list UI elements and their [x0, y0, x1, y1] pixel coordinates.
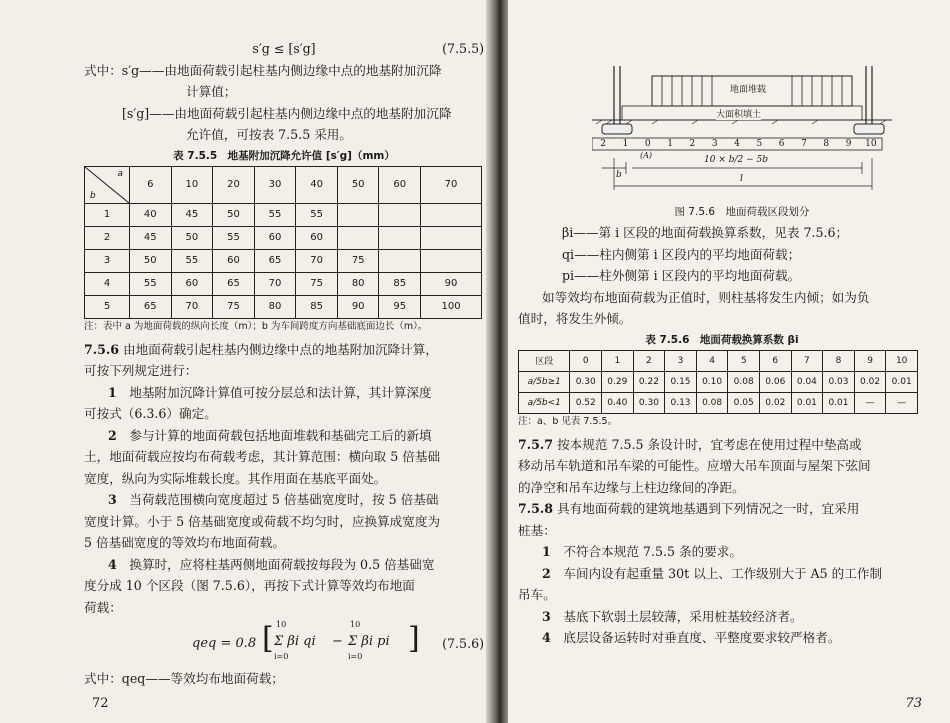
section-7-5-8 — [518, 498, 926, 520]
table-header-cell: 5 — [728, 350, 760, 371]
table-cell: 50 — [171, 226, 213, 249]
table-header-cell: 8 — [823, 350, 855, 371]
table-cell: 0.10 — [696, 371, 728, 392]
table-header-cell: 40 — [296, 166, 338, 203]
eq-number: (7.5.6) — [442, 636, 484, 651]
table-header-cell: 70 — [421, 166, 482, 203]
figure-label-load: 地面堆载 — [730, 82, 766, 95]
zone-label: 4 — [734, 139, 740, 149]
sum-upper: 10 — [350, 620, 361, 629]
section-text: 移动吊车轨道和吊车梁的可能性。应增大吊车顶面与屋架下弦间 — [518, 458, 871, 473]
table-cell: 95 — [379, 295, 421, 318]
table-7-5-5 — [84, 166, 482, 319]
table-cell: 60 — [296, 226, 338, 249]
item-text: 基底下软弱土层较薄，采用桩基较经济者。 — [563, 608, 803, 624]
zone-label: 2 — [689, 139, 696, 149]
item-text: 车间内设有起重量 30t 以上、工作级别大于 A5 的工作制 — [563, 565, 883, 581]
item-number: 1 — [108, 384, 117, 400]
row-label: 5 — [85, 295, 130, 318]
bracket-close-icon: ] — [408, 621, 420, 656]
item-text: 吊车。 — [518, 587, 556, 602]
table-cell: 55 — [254, 203, 296, 226]
def-line: 允许值，可按表 7.5.5 采用。 — [186, 127, 352, 142]
table-cell: 65 — [130, 295, 172, 318]
section-number: 7.5.6 — [84, 341, 120, 357]
table-header-cell: 6 — [130, 166, 172, 203]
table-cell: 0.40 — [602, 392, 634, 413]
table-7-5-5-caption: 表 7.5.5 地基附加沉降允许值 [s′g]（mm） — [173, 149, 395, 162]
table-cell: 60 — [213, 249, 255, 272]
def-line: 式中：qeq——等效均布地面荷载； — [84, 671, 284, 686]
table-cell: 50 — [213, 203, 255, 226]
def-line: [s′g]——由地面荷载引起柱基内侧边缘中点的地基附加沉降 — [122, 105, 452, 121]
table-cell: 90 — [421, 272, 482, 295]
table-cell: 45 — [130, 226, 172, 249]
item-text: 当荷载范围横向宽度超过 5 倍基础宽度时，按 5 倍基础 — [129, 492, 439, 507]
corner-label-b: b — [90, 190, 96, 201]
table-cell — [379, 226, 421, 249]
table-cell: 85 — [379, 272, 421, 295]
table-cell: 0.29 — [602, 371, 634, 392]
table-cell: 0.08 — [696, 392, 728, 413]
def-line: βi——第 i 区段的地面荷载换算系数，见表 7.5.6； — [562, 225, 849, 240]
paragraph: 如等效均布地面荷载为正值时，则柱基将发生内倾；如为负 — [542, 289, 870, 305]
table-cell: — — [886, 392, 918, 413]
table-header-row — [519, 350, 918, 371]
section-number: 7.5.8 — [518, 501, 554, 516]
item-text: 不符合本规范 7.5.5 条的要求。 — [563, 544, 742, 559]
table-cell — [379, 249, 421, 272]
def-line: qi——柱内侧第 i 区段内的平均地面荷载； — [562, 246, 801, 262]
table-cell — [379, 203, 421, 226]
table-cell: 0.08 — [728, 371, 760, 392]
table-cell: 0.13 — [665, 392, 697, 413]
table-cell: 45 — [171, 203, 213, 226]
table-row — [85, 249, 482, 272]
eq-minus: − — [332, 634, 343, 649]
table-cell: 65 — [254, 249, 296, 272]
table-7-5-6-caption: 表 7.5.6 地面荷载换算系数 βi — [645, 333, 799, 346]
row-label: a/5b<1 — [519, 392, 570, 413]
sum-lower: i=0 — [274, 652, 289, 661]
row-label: 3 — [85, 249, 130, 272]
table-cell — [421, 249, 482, 272]
section-7-5-6 — [84, 339, 484, 361]
table-row — [85, 226, 482, 249]
list-item — [84, 382, 484, 404]
table-cell: 100 — [421, 295, 482, 318]
table-cell: 55 — [171, 249, 213, 272]
section-number: 7.5.7 — [518, 436, 554, 452]
table-cell: 0.02 — [854, 371, 886, 392]
table-cell: 0.15 — [665, 371, 697, 392]
table-row — [85, 203, 482, 226]
table-cell: 70 — [296, 249, 338, 272]
def-line: 计算值； — [186, 84, 237, 99]
sum-upper: 10 — [276, 620, 287, 629]
zone-label: 6 — [778, 139, 785, 149]
equation-7-5-5 — [84, 38, 484, 60]
figure-label-l: l — [740, 174, 743, 184]
table-header-cell: 4 — [696, 350, 728, 371]
item-number: 4 — [542, 630, 551, 645]
equation-7-5-6 — [84, 620, 484, 668]
table-header-cell: 区段 — [519, 350, 570, 371]
def-line: 式中：s′g——由地面荷载引起柱基内侧边缘中点的地基附加沉降 — [84, 62, 442, 78]
table-header-cell: 50 — [337, 166, 379, 203]
item-text: 地基附加沉降计算值可按分层总和法计算，其计算深度 — [129, 384, 432, 400]
table-cell: 40 — [130, 203, 172, 226]
table-cell: 80 — [254, 295, 296, 318]
table-cell: 65 — [213, 272, 255, 295]
item-text: 可按式（6.3.6）确定。 — [84, 406, 217, 421]
table-cell: — — [854, 392, 886, 413]
section-text: 的净空和吊车边缘与上柱边缘间的净距。 — [518, 479, 745, 495]
zone-label: 8 — [823, 139, 830, 149]
sum-lower: i=0 — [348, 652, 363, 661]
eq-formula: s′g ≤ [s′g] — [252, 41, 316, 56]
table-row — [85, 272, 482, 295]
table-header-cell: 60 — [379, 166, 421, 203]
section-text: 桩基： — [518, 522, 556, 538]
item-text: 荷载： — [84, 599, 122, 615]
table-cell: 0.01 — [823, 392, 855, 413]
figure-label-fill: 大面积填土 — [716, 107, 761, 120]
table-cell: 75 — [296, 272, 338, 295]
zone-label: 3 — [711, 139, 718, 149]
corner-label-a: a — [117, 168, 123, 179]
right-page — [508, 0, 950, 723]
section-text: 可按下列规定进行： — [84, 363, 198, 378]
item-text: 宽度计算。小于 5 倍基础宽度或荷载不均匀时，应换算成宽度为 — [84, 513, 441, 529]
table-header-cell: 2 — [633, 350, 665, 371]
zone-label: 5 — [756, 139, 763, 149]
table-cell: 55 — [130, 272, 172, 295]
section-text: 由地面荷载引起柱基内侧边缘中点的地基附加沉降计算， — [123, 341, 438, 357]
list-item — [84, 554, 484, 576]
row-label: 4 — [85, 272, 130, 295]
table-header-cell: 1 — [602, 350, 634, 371]
table-header-cell: 20 — [213, 166, 255, 203]
table-cell: 90 — [337, 295, 379, 318]
table-row — [85, 295, 482, 318]
table-cell: 0.01 — [791, 392, 823, 413]
section-text: 具有地面荷载的建筑地基遇到下列情况之一时，宜采用 — [557, 501, 860, 516]
table-cell: 70 — [254, 272, 296, 295]
figure-label-a: (A) — [640, 151, 653, 160]
table-cell — [337, 203, 379, 226]
table-cell: 60 — [254, 226, 296, 249]
item-number: 2 — [108, 427, 117, 443]
paragraph: 值时，将发生外倾。 — [518, 311, 632, 326]
table-cell: 50 — [130, 249, 172, 272]
def-line: pi——柱外侧第 i 区段内的平均地面荷载。 — [562, 268, 801, 283]
table-cell: 0.03 — [823, 371, 855, 392]
table-header-cell: 9 — [854, 350, 886, 371]
table-cell: 0.05 — [728, 392, 760, 413]
table-cell: 75 — [337, 249, 379, 272]
item-text: 土，地面荷载应按均布荷载考虑，其计算范围：横向取 5 倍基础 — [84, 449, 441, 464]
item-number: 4 — [108, 556, 117, 572]
table-cell: 75 — [213, 295, 255, 318]
item-number: 1 — [542, 544, 551, 559]
figure-label-span: 10 × b/2 − 5b — [704, 155, 768, 165]
item-number: 3 — [108, 492, 117, 507]
list-item — [518, 627, 926, 649]
page-number: 73 — [905, 696, 922, 711]
table-header-cell: 3 — [665, 350, 697, 371]
page-number: 72 — [92, 696, 109, 711]
table-header-cell: 10 — [886, 350, 918, 371]
section-7-5-7 — [518, 434, 926, 456]
table-cell — [337, 226, 379, 249]
table-corner-cell — [85, 166, 130, 203]
item-text: 换算时，应将柱基两侧地面荷载按每段为 0.5 倍基础宽 — [129, 556, 435, 572]
table-cell: 85 — [296, 295, 338, 318]
eq-left: qeq = 0.8 — [192, 636, 257, 651]
table-cell: 70 — [171, 295, 213, 318]
figure-7-5-6 — [592, 62, 926, 222]
item-text: 度分成 10 个区段（图 7.5.6），再按下式计算等效均布地面 — [84, 578, 415, 593]
table-row — [519, 392, 918, 413]
table-cell: 0.22 — [633, 371, 665, 392]
table-cell: 0.04 — [791, 371, 823, 392]
table-cell — [421, 203, 482, 226]
figure-zone-strip — [592, 138, 882, 150]
item-text: 底层设备运转时对垂直度、平整度要求较严格者。 — [563, 630, 841, 645]
table-cell: 80 — [337, 272, 379, 295]
item-text: 5 倍基础宽度的等效均布地面荷载。 — [84, 535, 285, 550]
table-cell: 55 — [296, 203, 338, 226]
table-7-5-5-note: 注：表中 a 为地面荷载的纵向长度（m）；b 为车间跨度方向基础底面边长（m）。 — [84, 320, 428, 332]
bracket-open-icon: [ — [262, 621, 274, 656]
row-label: 2 — [85, 226, 130, 249]
table-7-5-6 — [518, 350, 918, 414]
list-item — [518, 563, 926, 585]
zone-label: 1 — [667, 139, 673, 149]
list-item — [84, 425, 484, 447]
table-cell: 0.30 — [633, 392, 665, 413]
eq-number: (7.5.5) — [442, 41, 484, 56]
table-row — [519, 371, 918, 392]
zone-label: 9 — [845, 139, 852, 149]
list-item — [84, 489, 484, 511]
table-cell — [421, 226, 482, 249]
item-text: 参与计算的地面荷载包括地面堆载和基础完工后的新填 — [129, 427, 432, 443]
zone-label: 2 — [600, 139, 607, 149]
zone-label: 1 — [622, 139, 629, 149]
section-text: 按本规范 7.5.5 条设计时，宜考虑在使用过程中垫高或 — [557, 436, 862, 452]
item-number: 3 — [542, 608, 551, 624]
figure-label-b: b — [616, 170, 622, 180]
row-label: a/5b≥1 — [519, 371, 570, 392]
table-header-cell: 30 — [254, 166, 296, 203]
item-text: 宽度，纵向为实际堆载长度。其作用面在基底平面处。 — [84, 470, 387, 486]
table-header-cell: 10 — [171, 166, 213, 203]
table-cell: 0.01 — [886, 371, 918, 392]
list-item — [518, 541, 926, 563]
table-cell: 0.06 — [760, 371, 792, 392]
table-7-5-6-note: 注：a、b 见表 7.5.5。 — [518, 415, 618, 427]
table-header-row — [85, 166, 482, 203]
table-cell: 60 — [171, 272, 213, 295]
list-item — [518, 606, 926, 628]
zone-label: 7 — [801, 139, 807, 149]
zone-label: 0 — [644, 139, 651, 149]
table-header-cell: 7 — [791, 350, 823, 371]
zone-label: 10 — [865, 139, 877, 149]
table-header-cell: 6 — [760, 350, 792, 371]
figure-caption: 图 7.5.6 地面荷载区段划分 — [674, 206, 810, 218]
row-label: 1 — [85, 203, 130, 226]
item-number: 2 — [542, 565, 551, 581]
table-cell: 0.02 — [760, 392, 792, 413]
eq-sum1: Σ βi qi — [274, 634, 316, 649]
table-cell: 0.52 — [570, 392, 602, 413]
table-header-cell: 0 — [570, 350, 602, 371]
eq-sum2: Σ βi pi — [348, 634, 390, 649]
table-cell: 55 — [213, 226, 255, 249]
table-cell: 0.30 — [570, 371, 602, 392]
